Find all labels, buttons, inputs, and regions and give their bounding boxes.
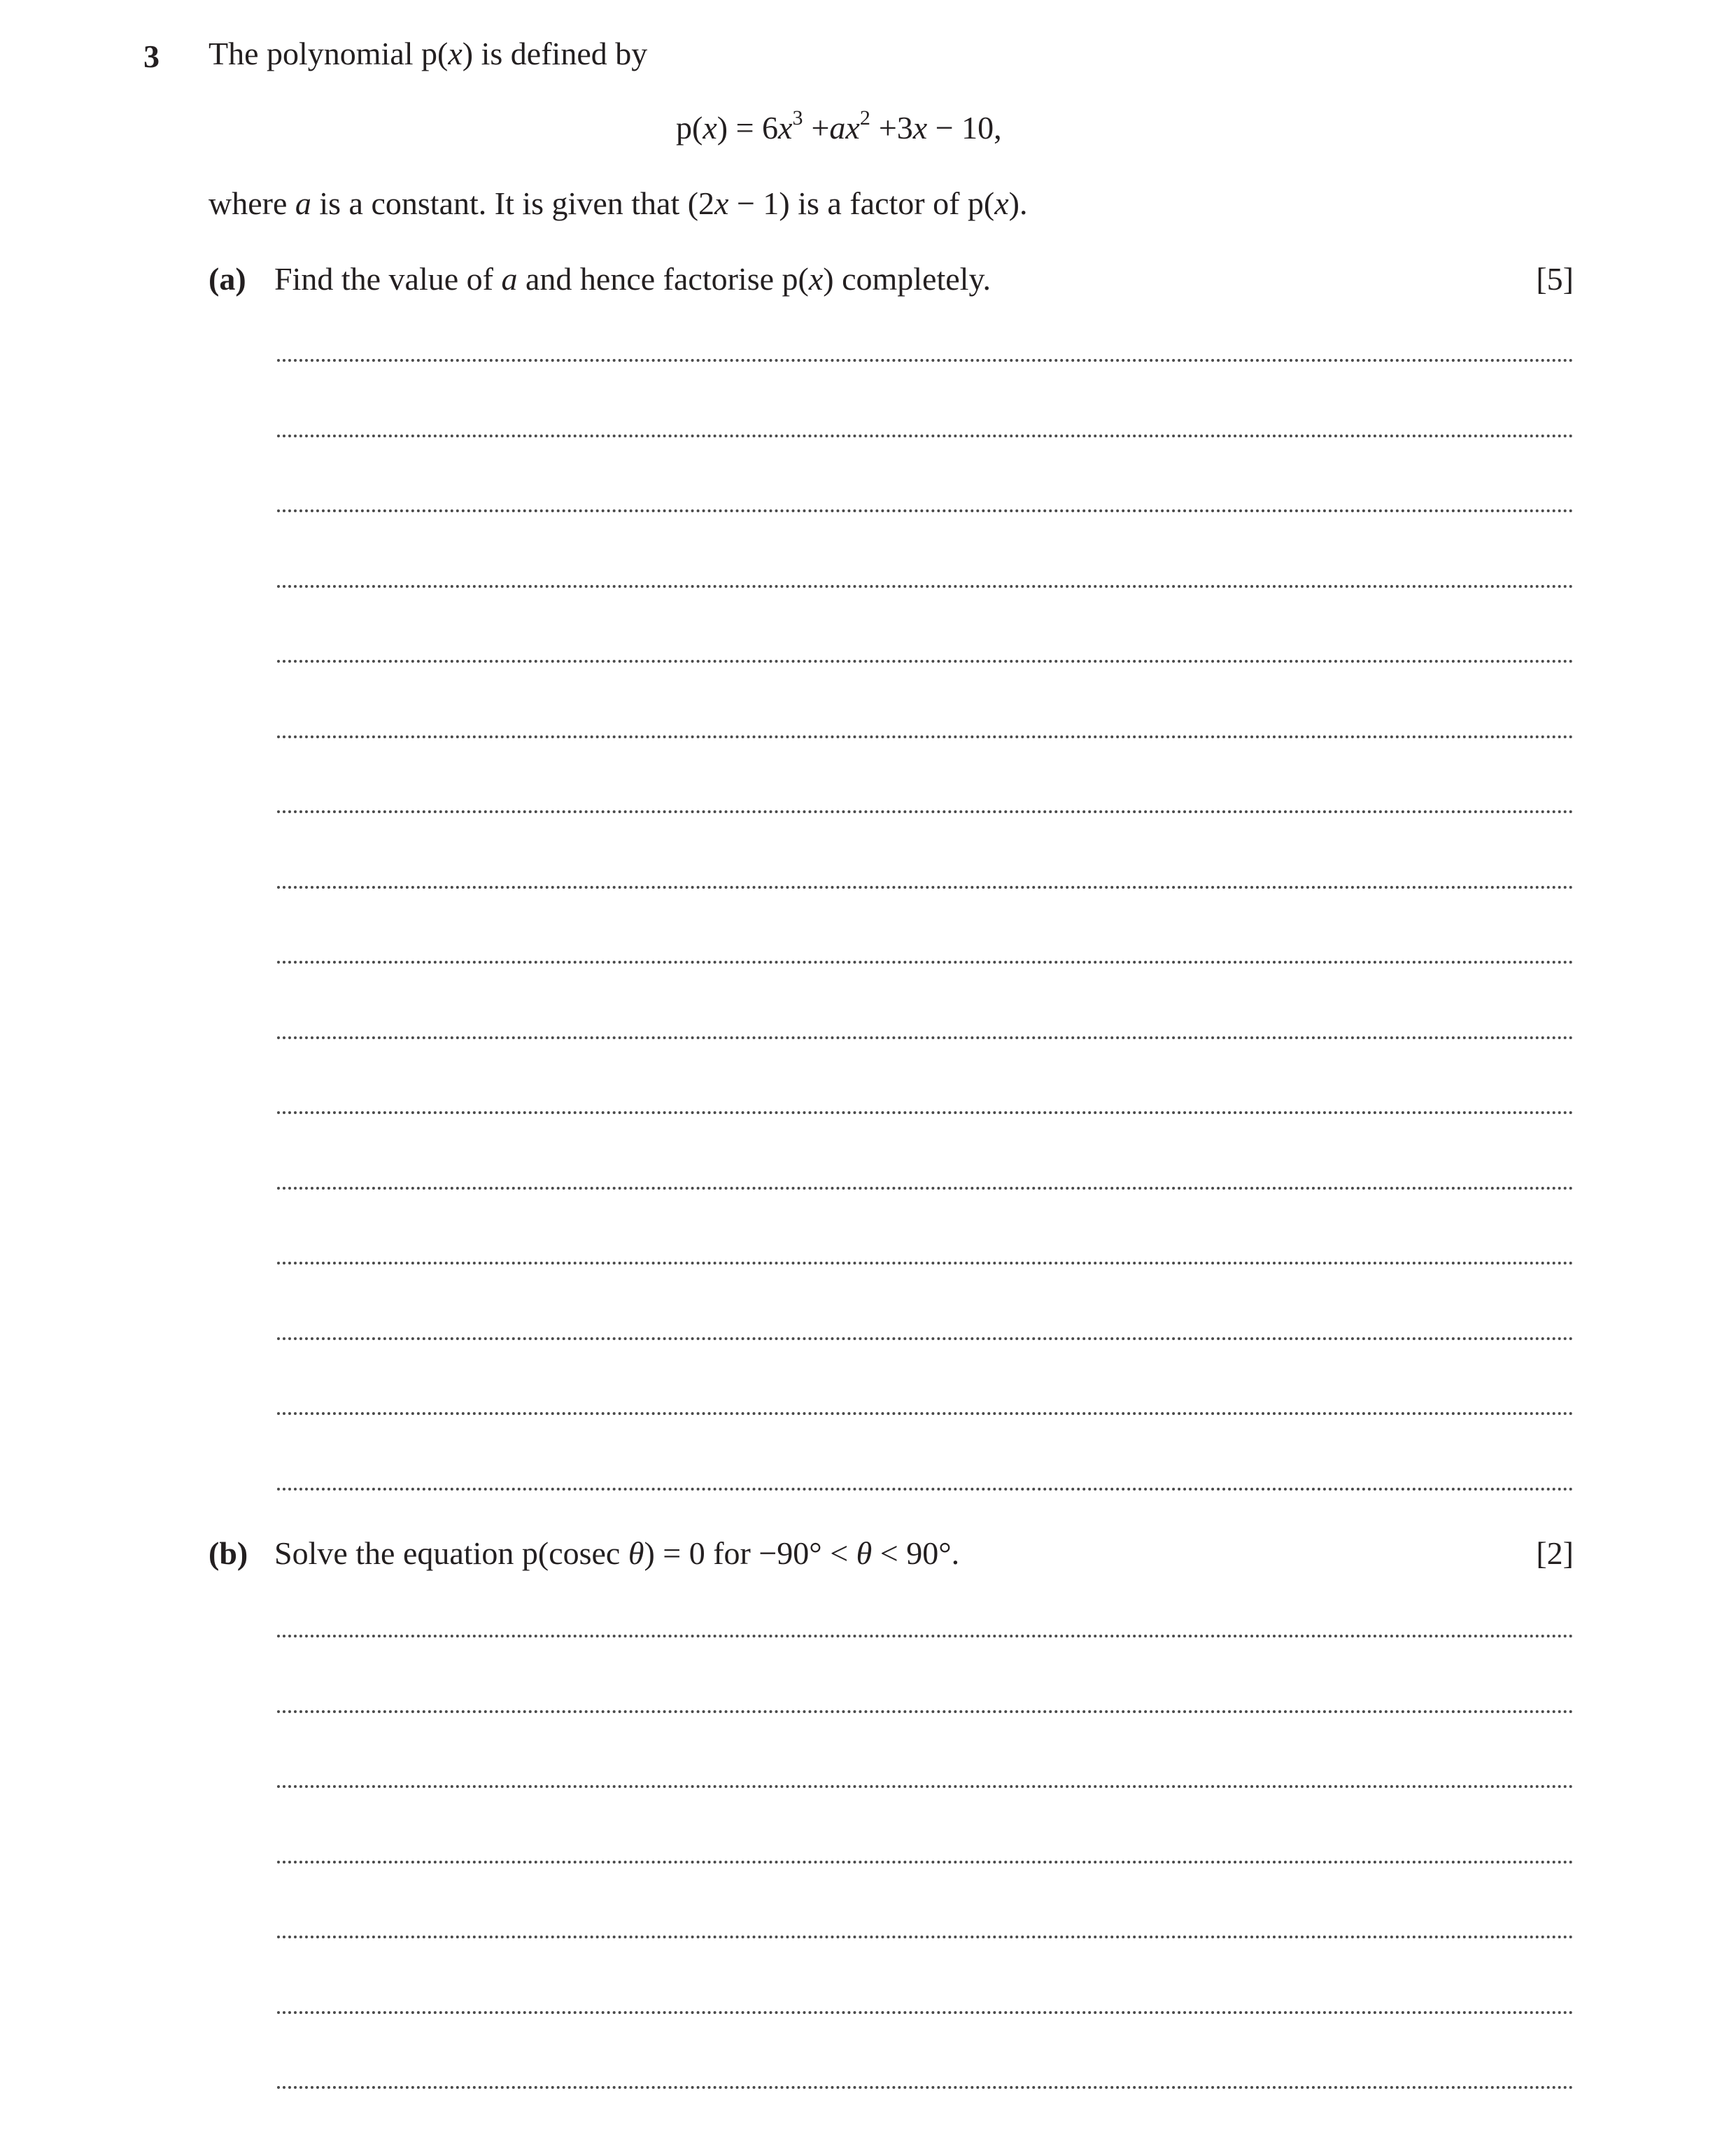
part-b-answer-line[interactable]	[277, 1635, 1574, 1637]
part-b-answer-line[interactable]	[277, 1785, 1574, 1788]
part-a-answer-line[interactable]	[277, 1111, 1574, 1114]
part-a-answer-line[interactable]	[277, 735, 1574, 738]
part-a-answer-line[interactable]	[277, 585, 1574, 588]
part-a-answer-line[interactable]	[277, 1036, 1574, 1039]
part-a-answer-line[interactable]	[277, 886, 1574, 889]
part-b-question: Solve the equation p(cosec θ) = 0 for −90° < θ < 90°.	[274, 1535, 960, 1571]
question-stem: The polynomial p(x) is defined by	[209, 36, 648, 71]
part-b-answer-line[interactable]	[277, 1710, 1574, 1713]
part-b-answer-line[interactable]	[277, 1861, 1574, 1863]
part-a-question: Find the value of a and hence factorise p(x) completely.	[274, 261, 991, 297]
part-a-label: (a)	[209, 261, 246, 297]
part-b-answer-line[interactable]	[277, 1936, 1574, 1938]
part-a-answer-line[interactable]	[277, 1262, 1574, 1264]
part-b-label: (b)	[209, 1535, 248, 1571]
part-a-marks: [5]	[1536, 261, 1574, 297]
part-a-answer-line[interactable]	[277, 810, 1574, 813]
polynomial-formula: $p(x) = 6x^3 +ax^2 +3x - 10$,	[676, 106, 1002, 146]
part-a-answer-line[interactable]	[277, 435, 1574, 437]
part-b-answer-line[interactable]	[277, 2086, 1574, 2089]
condition-text: where a is a constant. It is given that (2x − 1) is a factor of p(x).	[209, 185, 1028, 221]
part-a-answer-line[interactable]	[277, 1337, 1574, 1340]
part-b-answer-line[interactable]	[277, 2011, 1574, 2014]
formula-exponent-2: 2	[859, 106, 870, 129]
part-a-answer-line[interactable]	[277, 1412, 1574, 1415]
part-b-marks: [2]	[1536, 1535, 1574, 1571]
part-a-answer-line[interactable]	[277, 509, 1574, 512]
formula-exponent-3: 3	[792, 106, 803, 129]
part-a-answer-line[interactable]	[277, 1488, 1574, 1491]
part-a-answer-line[interactable]	[277, 961, 1574, 964]
part-a-answer-line[interactable]	[277, 359, 1574, 362]
part-a-answer-line[interactable]	[277, 1187, 1574, 1190]
part-a-answer-line[interactable]	[277, 660, 1574, 663]
question-number: 3	[143, 38, 160, 74]
